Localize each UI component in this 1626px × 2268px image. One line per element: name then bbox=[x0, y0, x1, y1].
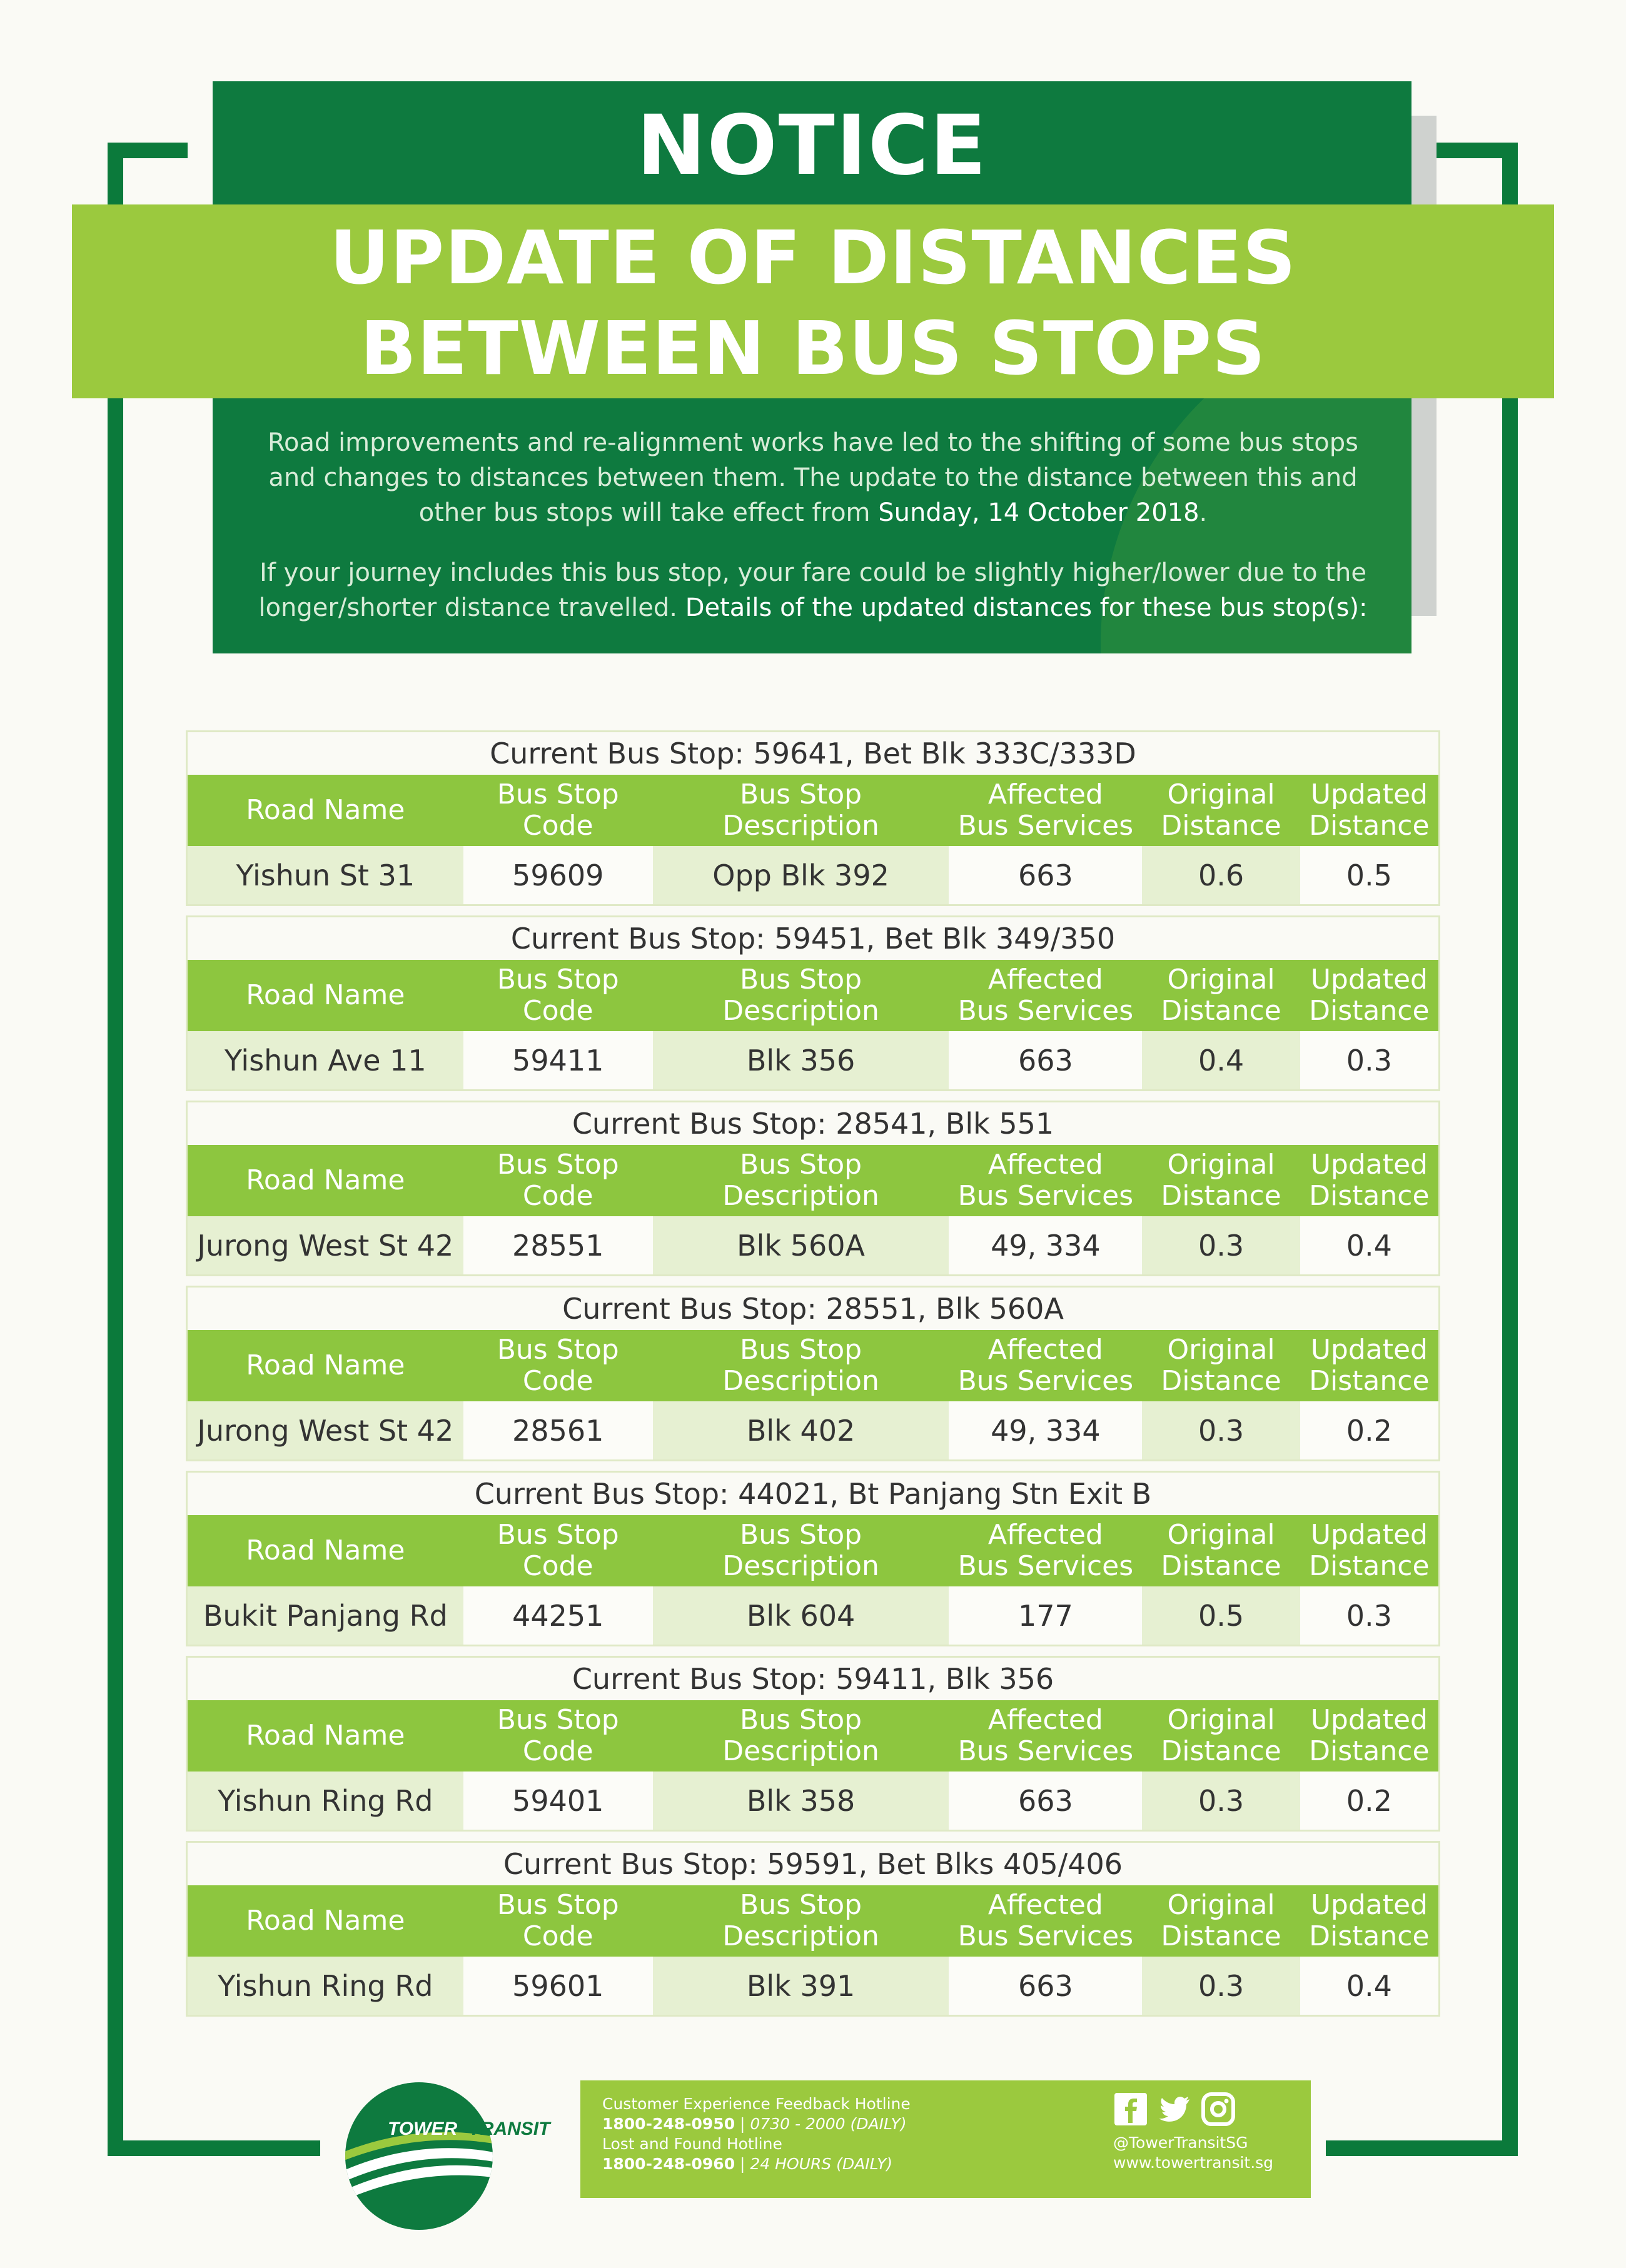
column-header-text: Description bbox=[722, 995, 879, 1027]
affected-services-cell: 49, 334 bbox=[949, 1401, 1142, 1459]
road-name-cell: Yishun St 31 bbox=[188, 846, 463, 904]
table-row bbox=[188, 1586, 1438, 1645]
column-header-text: Affected bbox=[987, 779, 1103, 810]
original-distance-cell: 0.6 bbox=[1142, 846, 1300, 904]
road-name-cell: Jurong West St 42 bbox=[188, 1401, 463, 1459]
column-header bbox=[653, 1145, 949, 1216]
title-line-1: UPDATE OF DISTANCES bbox=[329, 214, 1297, 301]
column-header bbox=[949, 775, 1142, 846]
column-header-text: Bus Stop bbox=[740, 1704, 862, 1736]
lost-found-number[interactable]: 1800-248-0960 bbox=[602, 2155, 735, 2173]
stop-code-cell: 28551 bbox=[463, 1216, 653, 1274]
column-header-text: Updated bbox=[1310, 1519, 1428, 1551]
table-header-row bbox=[188, 1700, 1438, 1772]
column-header-text: Bus Services bbox=[957, 1735, 1134, 1767]
column-header-text: Original bbox=[1167, 1334, 1275, 1366]
column-header bbox=[1142, 1515, 1300, 1586]
tower-transit-logo bbox=[341, 2078, 497, 2234]
table-header-row bbox=[188, 1145, 1438, 1216]
intro-p2-text: If your journey includes this bus stop, your fare could be slightly higher/lower due to the longer/shorter distance travelled. bbox=[258, 558, 1366, 622]
column-header-text: Bus Services bbox=[957, 810, 1134, 842]
feedback-hotline-hours: | 0730 - 2000 (DAILY) bbox=[735, 2115, 907, 2133]
column-header-text: Bus Services bbox=[957, 1920, 1134, 1952]
column-header-text: Code bbox=[522, 1920, 593, 1952]
column-header-text: Updated bbox=[1310, 779, 1428, 810]
column-header-text: Road Name bbox=[246, 794, 405, 826]
intro-p1-end: . bbox=[1199, 498, 1208, 527]
bus-stop-table bbox=[186, 1101, 1440, 1276]
road-name-cell: Bukit Panjang Rd bbox=[188, 1586, 463, 1645]
page-title bbox=[72, 213, 1554, 394]
road-name-cell: Yishun Ring Rd bbox=[188, 1957, 463, 2015]
updated-distance-cell: 0.2 bbox=[1300, 1772, 1438, 1830]
column-header bbox=[1300, 775, 1438, 846]
affected-services-cell: 177 bbox=[949, 1586, 1142, 1645]
facebook-icon[interactable] bbox=[1113, 2092, 1148, 2127]
intro-text bbox=[250, 425, 1376, 650]
column-header bbox=[1142, 775, 1300, 846]
column-header-text: Description bbox=[722, 810, 879, 842]
column-header bbox=[188, 1330, 463, 1401]
logo-word-tower: TOWER bbox=[388, 2119, 458, 2139]
column-header-text: Updated bbox=[1310, 1704, 1428, 1736]
frame-bottom-left bbox=[108, 2140, 320, 2156]
column-header-text: Affected bbox=[987, 1519, 1103, 1551]
logo-wordmark bbox=[388, 2119, 550, 2140]
column-header-text: Code bbox=[522, 1550, 593, 1582]
original-distance-cell: 0.3 bbox=[1142, 1216, 1300, 1274]
website-link[interactable]: www.towertransit.sg bbox=[1113, 2154, 1274, 2172]
table-header-row bbox=[188, 960, 1438, 1031]
bus-stop-table bbox=[186, 1656, 1440, 1832]
column-header bbox=[949, 1700, 1142, 1772]
column-header bbox=[653, 775, 949, 846]
column-header-text: Description bbox=[722, 1550, 879, 1582]
table-row bbox=[188, 1401, 1438, 1459]
column-header bbox=[1142, 1145, 1300, 1216]
frame-bottom-right bbox=[1326, 2140, 1518, 2156]
intro-paragraph-2 bbox=[250, 555, 1376, 625]
bus-stop-table bbox=[186, 1471, 1440, 1646]
title-line-2: BETWEEN BUS STOPS bbox=[360, 305, 1266, 391]
column-header-text: Road Name bbox=[246, 1535, 405, 1566]
affected-services-cell: 49, 334 bbox=[949, 1216, 1142, 1274]
intro-p1-text: Road improvements and re-alignment works have led to the shifting of some bus stops and changes to distances between them. The update to the distance between this and other bus stops will take effect from bbox=[267, 428, 1359, 527]
column-header-text: Distance bbox=[1309, 1365, 1430, 1397]
column-header-text: Distance bbox=[1161, 995, 1281, 1027]
stop-code-cell: 59609 bbox=[463, 846, 653, 904]
updated-distance-cell: 0.5 bbox=[1300, 846, 1438, 904]
current-bus-stop-title: Current Bus Stop: 59591, Bet Blks 405/406 bbox=[188, 1843, 1438, 1885]
hotlines bbox=[602, 2094, 911, 2174]
column-header-text: Bus Stop bbox=[740, 964, 862, 995]
bus-stop-tables bbox=[186, 730, 1440, 2026]
table-row bbox=[188, 1031, 1438, 1089]
column-header-text: Code bbox=[522, 1180, 593, 1212]
stop-code-cell: 28561 bbox=[463, 1401, 653, 1459]
column-header-text: Updated bbox=[1310, 964, 1428, 995]
column-header-text: Bus Services bbox=[957, 995, 1134, 1027]
column-header bbox=[463, 775, 653, 846]
current-bus-stop-title: Current Bus Stop: 44021, Bt Panjang Stn Exit B bbox=[188, 1473, 1438, 1515]
column-header-text: Bus Stop bbox=[497, 1889, 619, 1921]
original-distance-cell: 0.3 bbox=[1142, 1772, 1300, 1830]
column-header-text: Bus Services bbox=[957, 1550, 1134, 1582]
social-handle[interactable]: @TowerTransitSG bbox=[1113, 2134, 1248, 2152]
table-row bbox=[188, 1772, 1438, 1830]
lost-found-hotline bbox=[602, 2154, 911, 2174]
feedback-hotline-label: Customer Experience Feedback Hotline bbox=[602, 2095, 911, 2113]
table-header-row bbox=[188, 1330, 1438, 1401]
updated-distance-cell: 0.2 bbox=[1300, 1401, 1438, 1459]
column-header-text: Updated bbox=[1310, 1889, 1428, 1921]
column-header bbox=[949, 1515, 1142, 1586]
original-distance-cell: 0.3 bbox=[1142, 1957, 1300, 2015]
column-header-text: Affected bbox=[987, 1889, 1103, 1921]
twitter-icon[interactable] bbox=[1157, 2092, 1192, 2127]
column-header bbox=[463, 960, 653, 1031]
column-header-text: Bus Stop bbox=[740, 1149, 862, 1181]
column-header-text: Code bbox=[522, 810, 593, 842]
column-header-text: Bus Stop bbox=[740, 1519, 862, 1551]
column-header bbox=[1142, 960, 1300, 1031]
column-header-text: Original bbox=[1167, 1519, 1275, 1551]
column-header bbox=[653, 1700, 949, 1772]
column-header bbox=[653, 1330, 949, 1401]
affected-services-cell: 663 bbox=[949, 1957, 1142, 2015]
column-header bbox=[188, 775, 463, 846]
stop-description-cell: Blk 356 bbox=[653, 1031, 949, 1089]
current-bus-stop-title: Current Bus Stop: 59411, Blk 356 bbox=[188, 1658, 1438, 1700]
stop-description-cell: Opp Blk 392 bbox=[653, 846, 949, 904]
column-header bbox=[1300, 1700, 1438, 1772]
column-header-text: Code bbox=[522, 1735, 593, 1767]
bus-stop-table bbox=[186, 1286, 1440, 1461]
column-header bbox=[188, 1515, 463, 1586]
column-header-text: Bus Stop bbox=[497, 779, 619, 810]
stop-code-cell: 44251 bbox=[463, 1586, 653, 1645]
stop-description-cell: Blk 604 bbox=[653, 1586, 949, 1645]
column-header-text: Original bbox=[1167, 1704, 1275, 1736]
column-header bbox=[949, 1330, 1142, 1401]
column-header-text: Distance bbox=[1161, 810, 1281, 842]
column-header-text: Description bbox=[722, 1180, 879, 1212]
original-distance-cell: 0.4 bbox=[1142, 1031, 1300, 1089]
column-header-text: Description bbox=[722, 1735, 879, 1767]
table-row bbox=[188, 1216, 1438, 1274]
road-name-cell: Yishun Ring Rd bbox=[188, 1772, 463, 1830]
column-header bbox=[1300, 1885, 1438, 1957]
column-header bbox=[463, 1330, 653, 1401]
column-header bbox=[188, 960, 463, 1031]
column-header-text: Distance bbox=[1309, 810, 1430, 842]
column-header bbox=[1142, 1700, 1300, 1772]
current-bus-stop-title: Current Bus Stop: 59451, Bet Blk 349/350 bbox=[188, 917, 1438, 960]
column-header-text: Bus Stop bbox=[497, 1704, 619, 1736]
column-header bbox=[1142, 1885, 1300, 1957]
updated-distance-cell: 0.3 bbox=[1300, 1031, 1438, 1089]
column-header-text: Distance bbox=[1161, 1735, 1281, 1767]
column-header-text: Original bbox=[1167, 1149, 1275, 1181]
column-header bbox=[1300, 1330, 1438, 1401]
bus-stop-table bbox=[186, 915, 1440, 1091]
column-header-text: Road Name bbox=[246, 1905, 405, 1937]
column-header-text: Distance bbox=[1309, 1920, 1430, 1952]
column-header-text: Bus Stop bbox=[740, 1334, 862, 1366]
column-header-text: Distance bbox=[1161, 1550, 1281, 1582]
column-header bbox=[1142, 1330, 1300, 1401]
lost-found-hours: | 24 HOURS (DAILY) bbox=[735, 2155, 893, 2173]
frame-left bbox=[108, 143, 123, 2156]
column-header-text: Updated bbox=[1310, 1334, 1428, 1366]
updated-distance-cell: 0.4 bbox=[1300, 1216, 1438, 1274]
social-block bbox=[1113, 2092, 1273, 2173]
column-header-text: Description bbox=[722, 1920, 879, 1952]
updated-distance-cell: 0.3 bbox=[1300, 1586, 1438, 1645]
affected-services-cell: 663 bbox=[949, 1772, 1142, 1830]
table-header-row bbox=[188, 1515, 1438, 1586]
stop-code-cell: 59601 bbox=[463, 1957, 653, 2015]
column-header-text: Code bbox=[522, 995, 593, 1027]
column-header-text: Distance bbox=[1309, 1550, 1430, 1582]
column-header-text: Original bbox=[1167, 779, 1275, 810]
column-header-text: Affected bbox=[987, 1334, 1103, 1366]
column-header-text: Bus Stop bbox=[740, 779, 862, 810]
current-bus-stop-title: Current Bus Stop: 28541, Blk 551 bbox=[188, 1102, 1438, 1145]
column-header-text: Bus Services bbox=[957, 1180, 1134, 1212]
logo-word-transit: TRANSIT bbox=[468, 2119, 550, 2139]
table-header-row bbox=[188, 775, 1438, 846]
stop-code-cell: 59411 bbox=[463, 1031, 653, 1089]
affected-services-cell: 663 bbox=[949, 1031, 1142, 1089]
road-name-cell: Yishun Ave 11 bbox=[188, 1031, 463, 1089]
column-header-text: Description bbox=[722, 1365, 879, 1397]
column-header-text: Original bbox=[1167, 1889, 1275, 1921]
column-header bbox=[1300, 960, 1438, 1031]
column-header bbox=[188, 1885, 463, 1957]
column-header-text: Road Name bbox=[246, 979, 405, 1011]
column-header bbox=[653, 960, 949, 1031]
column-header bbox=[1300, 1515, 1438, 1586]
feedback-hotline bbox=[602, 2114, 911, 2134]
updated-distance-cell: 0.4 bbox=[1300, 1957, 1438, 2015]
original-distance-cell: 0.5 bbox=[1142, 1586, 1300, 1645]
column-header bbox=[653, 1885, 949, 1957]
stop-code-cell: 59401 bbox=[463, 1772, 653, 1830]
stop-description-cell: Blk 402 bbox=[653, 1401, 949, 1459]
column-header-text: Distance bbox=[1309, 1735, 1430, 1767]
contact-box bbox=[580, 2080, 1311, 2198]
details-lead: Details of the updated distances for these bus stop(s): bbox=[685, 593, 1368, 622]
column-header bbox=[188, 1700, 463, 1772]
affected-services-cell: 663 bbox=[949, 846, 1142, 904]
table-header-row bbox=[188, 1885, 1438, 1957]
column-header-text: Road Name bbox=[246, 1164, 405, 1196]
column-header-text: Distance bbox=[1161, 1365, 1281, 1397]
column-header-text: Distance bbox=[1161, 1920, 1281, 1952]
bus-stop-table bbox=[186, 1841, 1440, 2017]
frame-right bbox=[1502, 143, 1518, 2156]
stop-description-cell: Blk 358 bbox=[653, 1772, 949, 1830]
bus-stop-table bbox=[186, 730, 1440, 906]
current-bus-stop-title: Current Bus Stop: 28551, Blk 560A bbox=[188, 1288, 1438, 1330]
original-distance-cell: 0.3 bbox=[1142, 1401, 1300, 1459]
column-header-text: Original bbox=[1167, 964, 1275, 995]
column-header-text: Affected bbox=[987, 964, 1103, 995]
table-row bbox=[188, 846, 1438, 904]
instagram-icon[interactable] bbox=[1201, 2092, 1236, 2127]
column-header bbox=[463, 1885, 653, 1957]
stop-description-cell: Blk 391 bbox=[653, 1957, 949, 2015]
column-header-text: Affected bbox=[987, 1704, 1103, 1736]
column-header bbox=[949, 1145, 1142, 1216]
column-header bbox=[653, 1515, 949, 1586]
column-header-text: Updated bbox=[1310, 1149, 1428, 1181]
table-row bbox=[188, 1957, 1438, 2015]
feedback-hotline-number[interactable]: 1800-248-0950 bbox=[602, 2115, 735, 2133]
column-header-text: Bus Stop bbox=[497, 1149, 619, 1181]
notice-heading: NOTICE bbox=[637, 98, 987, 194]
column-header-text: Bus Stop bbox=[497, 1334, 619, 1366]
effective-date: Sunday, 14 October 2018 bbox=[878, 498, 1199, 527]
column-header-text: Bus Services bbox=[957, 1365, 1134, 1397]
column-header bbox=[463, 1515, 653, 1586]
stop-description-cell: Blk 560A bbox=[653, 1216, 949, 1274]
column-header bbox=[949, 960, 1142, 1031]
column-header-text: Road Name bbox=[246, 1349, 405, 1381]
column-header-text: Affected bbox=[987, 1149, 1103, 1181]
column-header-text: Bus Stop bbox=[497, 964, 619, 995]
column-header bbox=[463, 1700, 653, 1772]
column-header-text: Road Name bbox=[246, 1720, 405, 1751]
column-header-text: Distance bbox=[1309, 995, 1430, 1027]
column-header bbox=[463, 1145, 653, 1216]
column-header bbox=[188, 1145, 463, 1216]
current-bus-stop-title: Current Bus Stop: 59641, Bet Blk 333C/333D bbox=[188, 732, 1438, 775]
column-header bbox=[1300, 1145, 1438, 1216]
intro-paragraph-1 bbox=[250, 425, 1376, 530]
column-header-text: Bus Stop bbox=[497, 1519, 619, 1551]
column-header bbox=[949, 1885, 1142, 1957]
column-header-text: Bus Stop bbox=[740, 1889, 862, 1921]
column-header-text: Distance bbox=[1161, 1180, 1281, 1212]
column-header-text: Code bbox=[522, 1365, 593, 1397]
road-name-cell: Jurong West St 42 bbox=[188, 1216, 463, 1274]
column-header-text: Distance bbox=[1309, 1180, 1430, 1212]
lost-found-label: Lost and Found Hotline bbox=[602, 2135, 782, 2153]
